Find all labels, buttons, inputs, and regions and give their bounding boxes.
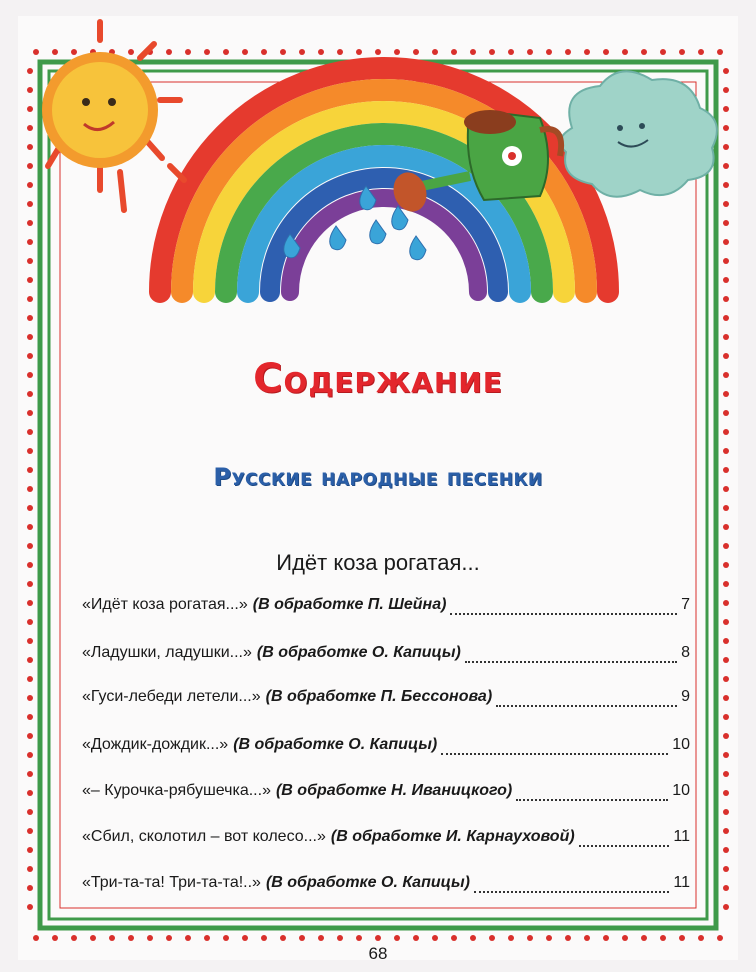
toc-entry-title: «Дождик-дождик...»: [82, 736, 229, 753]
frame-dot: [723, 600, 729, 606]
frame-dot: [603, 935, 609, 941]
toc-entry[interactable]: [82, 644, 690, 668]
frame-dot: [242, 935, 248, 941]
frame-dot: [27, 885, 33, 891]
frame-dot: [52, 935, 58, 941]
frame-dot: [27, 790, 33, 796]
frame-dot: [723, 695, 729, 701]
chapter-heading: Идёт коза рогатая...: [276, 550, 480, 575]
toc-entry-page: 10: [672, 736, 690, 753]
frame-dot: [723, 581, 729, 587]
toc-entry-note: (В обработке О. Капицы): [256, 644, 461, 661]
dot-leader: [450, 613, 677, 615]
frame-dot: [356, 935, 362, 941]
frame-dot: [261, 935, 267, 941]
frame-dot: [723, 638, 729, 644]
frame-dot: [508, 935, 514, 941]
frame-dot: [622, 935, 628, 941]
toc-entry[interactable]: [82, 782, 690, 806]
frame-dot: [33, 935, 39, 941]
frame-dot: [109, 935, 115, 941]
toc-entry-note: (В обработке П. Бессонова): [265, 688, 493, 705]
frame-dot: [147, 935, 153, 941]
frame-dot: [432, 935, 438, 941]
frame-dot: [723, 676, 729, 682]
frame-dot: [27, 543, 33, 549]
frame-dot: [185, 935, 191, 941]
frame-dot: [27, 657, 33, 663]
toc-entry-page: 8: [681, 644, 690, 661]
frame-dot: [698, 935, 704, 941]
frame-dot: [723, 505, 729, 511]
frame-dot: [723, 847, 729, 853]
frame-dot: [413, 935, 419, 941]
frame-dot: [723, 885, 729, 891]
frame-dot: [318, 935, 324, 941]
frame-dot: [27, 619, 33, 625]
frame-dot: [27, 695, 33, 701]
frame-dot: [166, 935, 172, 941]
frame-dot: [723, 866, 729, 872]
toc-entry-note: (В обработке О. Капицы): [265, 874, 470, 891]
frame-dot: [565, 935, 571, 941]
frame-dot: [27, 809, 33, 815]
frame-dot: [27, 638, 33, 644]
frame-dot: [375, 935, 381, 941]
frame-dot: [90, 935, 96, 941]
frame-dot: [27, 828, 33, 834]
frame-dot: [27, 429, 33, 435]
frame-dot: [27, 600, 33, 606]
toc-entry-title: «Идёт коза рогатая...»: [82, 596, 248, 613]
frame-dot: [723, 809, 729, 815]
section-subtitle: Русские народные песенки: [213, 463, 543, 491]
frame-dot: [723, 733, 729, 739]
toc-entry-title: «Гуси-лебеди летели...»: [82, 688, 261, 705]
dot-leader: [579, 845, 670, 847]
frame-dot: [723, 828, 729, 834]
toc-entry-title: «Ладушки, ладушки...»: [82, 644, 252, 661]
frame-dot: [27, 714, 33, 720]
raindrop-icon: [370, 220, 386, 244]
frame-dot: [27, 581, 33, 587]
frame-dot: [489, 935, 495, 941]
toc-entry-page: 10: [672, 782, 690, 799]
frame-dot: [27, 752, 33, 758]
frame-dot: [27, 505, 33, 511]
frame-dot: [723, 543, 729, 549]
frame-dot: [337, 935, 343, 941]
page-title: Содержание: [253, 356, 503, 402]
frame-dot: [723, 448, 729, 454]
frame-dot: [723, 410, 729, 416]
frame-dot: [27, 866, 33, 872]
toc-entry[interactable]: [82, 688, 690, 712]
frame-dot: [723, 771, 729, 777]
frame-dot: [27, 847, 33, 853]
frame-dot: [280, 935, 286, 941]
frame-dot: [27, 410, 33, 416]
frame-dot: [717, 935, 723, 941]
frame-dot: [723, 429, 729, 435]
frame-dot: [723, 657, 729, 663]
frame-dot: [679, 935, 685, 941]
frame-dot: [723, 524, 729, 530]
frame-dot: [723, 904, 729, 910]
frame-dot: [723, 619, 729, 625]
raindrop-icon: [410, 236, 426, 260]
toc-entry-note: (В обработке Н. Иваницкого): [275, 782, 513, 799]
frame-dot: [27, 733, 33, 739]
frame-dot: [527, 935, 533, 941]
toc-entry-page: 7: [681, 596, 690, 613]
frame-dot: [546, 935, 552, 941]
toc-entry[interactable]: [82, 874, 690, 898]
toc-entry-title: «Три-та-та! Три-та-та!..»: [82, 874, 261, 891]
frame-dot: [27, 771, 33, 777]
frame-dot: [660, 935, 666, 941]
frame-dot: [27, 448, 33, 454]
frame-dot: [27, 904, 33, 910]
toc-entry-title: «Сбил, сколотил – вот колесо...»: [82, 828, 326, 845]
frame-dot: [641, 935, 647, 941]
cloud-icon: [560, 71, 717, 196]
dot-leader: [441, 753, 668, 755]
toc-entry[interactable]: [82, 828, 690, 852]
toc-entry-note: (В обработке И. Карнауховой): [330, 828, 575, 845]
frame-dot: [584, 935, 590, 941]
frame-dot: [299, 935, 305, 941]
toc-entry-note: (В обработке О. Капицы): [233, 736, 438, 753]
toc-entry[interactable]: [82, 736, 690, 760]
frame-dot: [71, 935, 77, 941]
frame-dot: [723, 790, 729, 796]
frame-dot: [223, 935, 229, 941]
header-illustration: [0, 0, 756, 340]
frame-dot: [27, 524, 33, 530]
toc-entry-page: 9: [681, 688, 690, 705]
frame-dot: [204, 935, 210, 941]
toc-entry-page: 11: [673, 874, 690, 891]
toc-entry-note: (В обработке П. Шейна): [252, 596, 447, 613]
dot-leader: [474, 891, 669, 893]
toc-entry-title: «– Курочка-рябушечка...»: [82, 782, 271, 799]
dot-leader: [465, 661, 677, 663]
page-number: 68: [368, 944, 388, 963]
frame-dot: [723, 752, 729, 758]
sun-icon: [42, 22, 184, 210]
frame-dot: [394, 935, 400, 941]
frame-dot: [27, 676, 33, 682]
frame-dot: [723, 714, 729, 720]
dot-leader: [496, 705, 677, 707]
toc-entry[interactable]: [82, 596, 690, 620]
dot-leader: [516, 799, 668, 801]
frame-dot: [128, 935, 134, 941]
raindrop-icon: [330, 226, 346, 250]
toc-entry-page: 11: [673, 828, 690, 845]
frame-dot: [470, 935, 476, 941]
frame-dot: [451, 935, 457, 941]
